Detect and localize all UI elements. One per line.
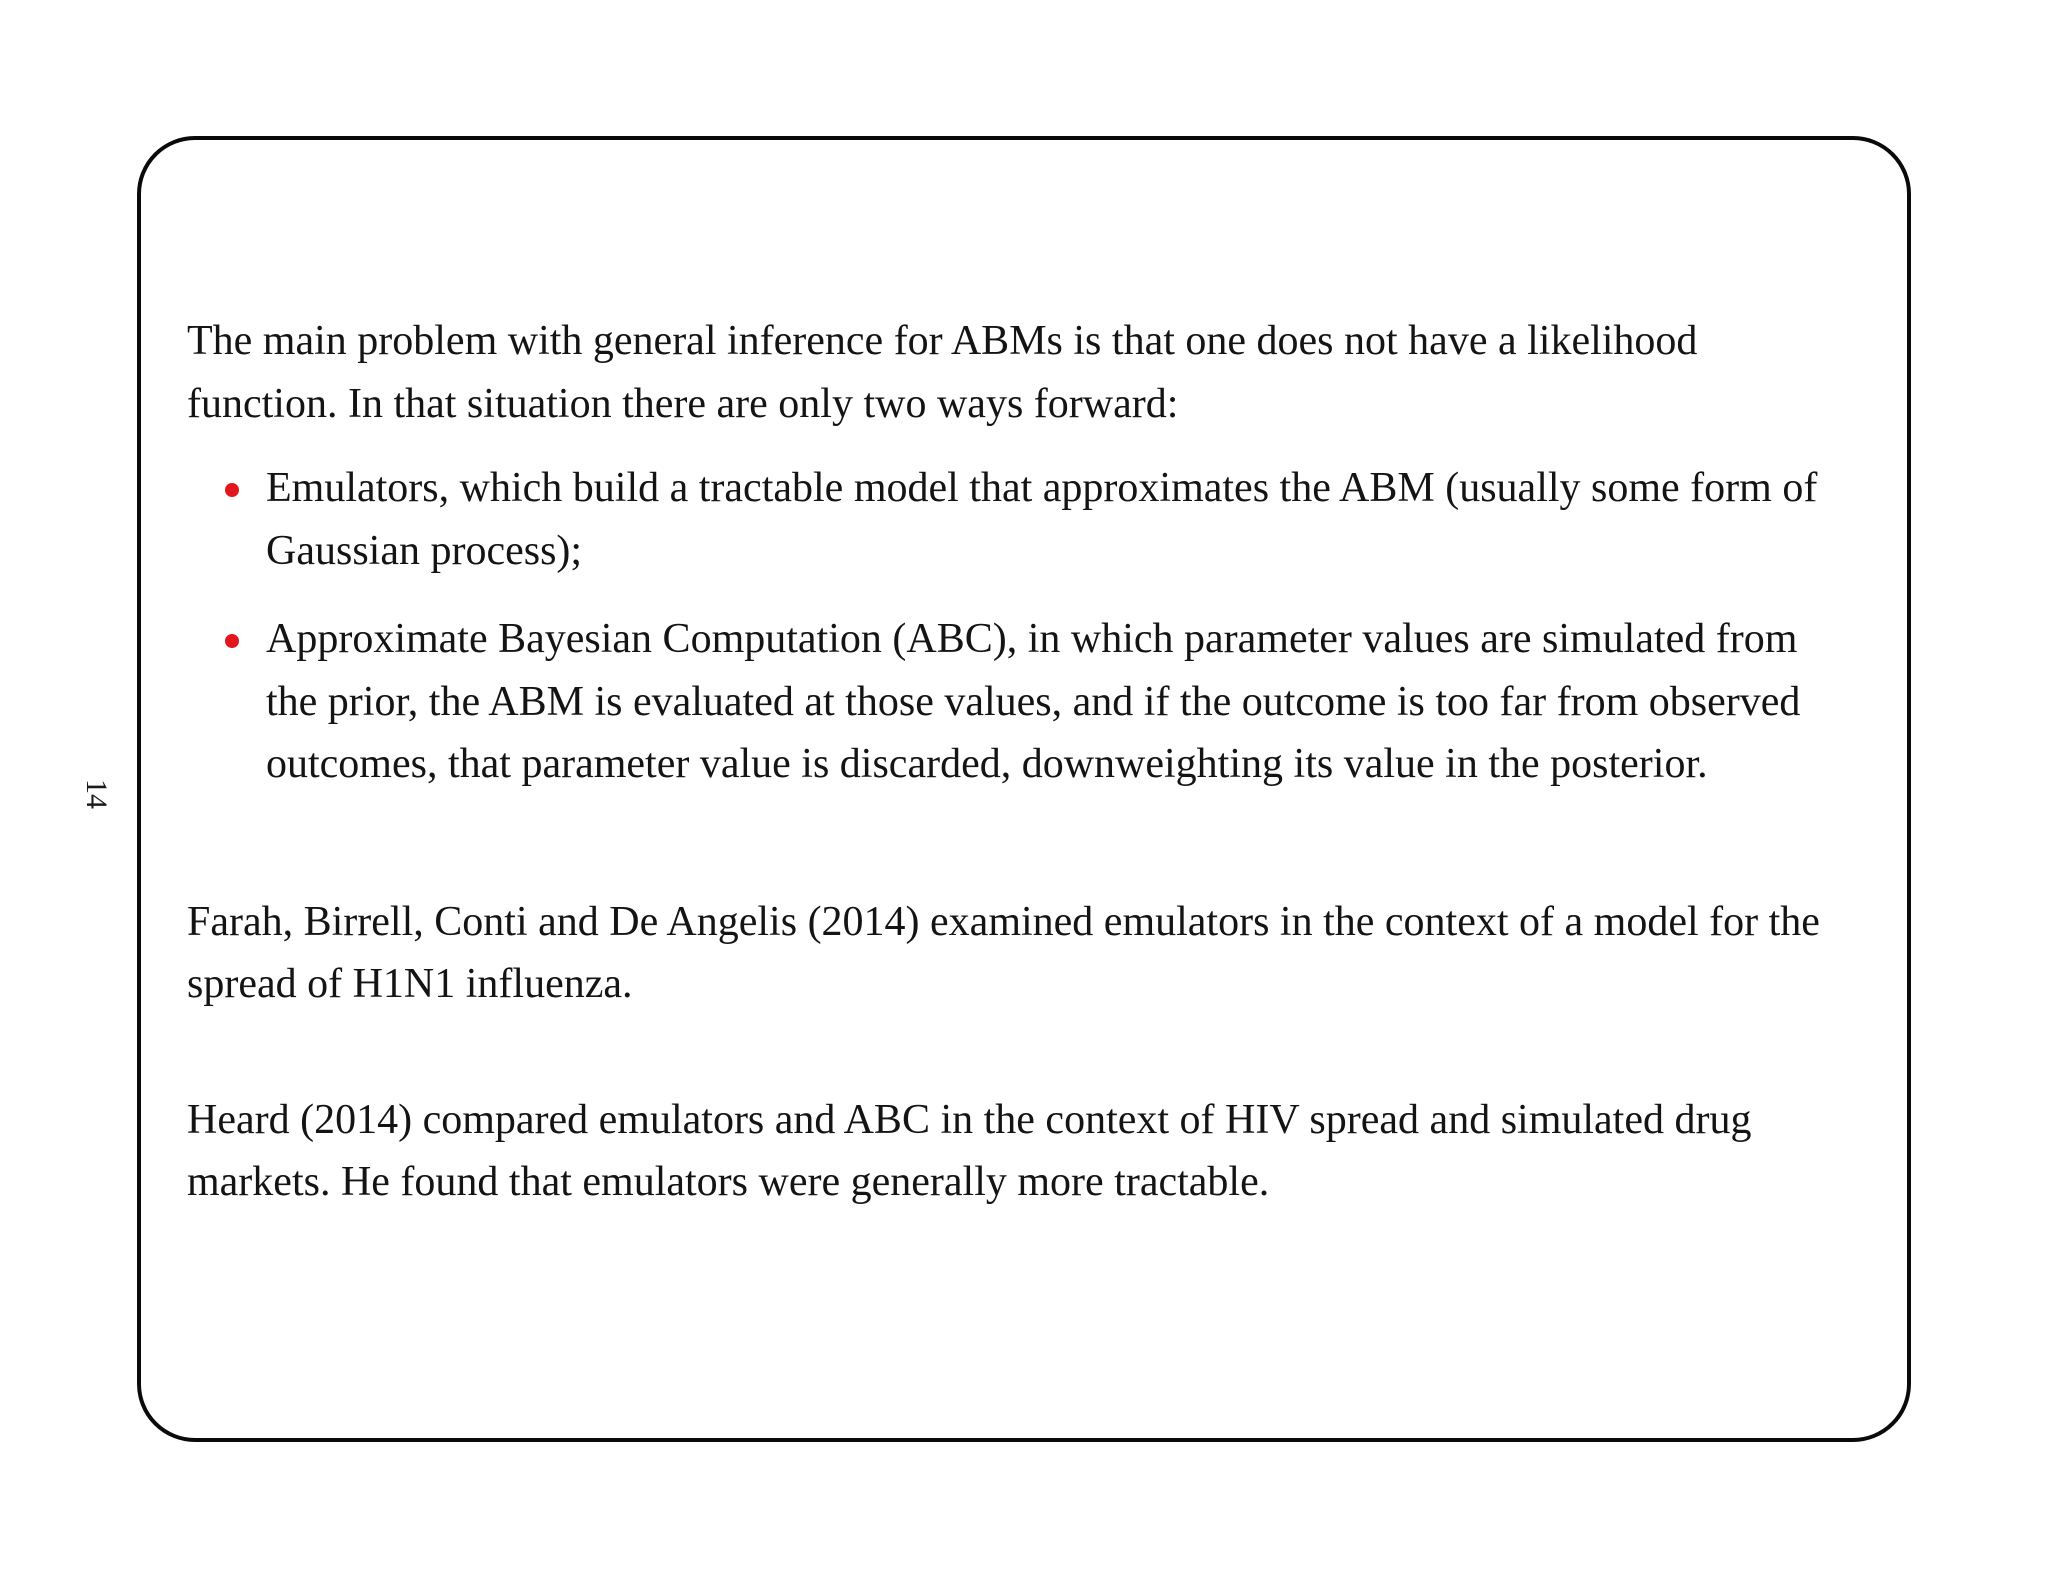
- heard-paragraph: Heard (2014) compared emulators and ABC in the context of HIV spread and simulated drug markets. He found that emulators were generally more tractable.: [187, 1096, 1752, 1205]
- bullet-text: Emulators, which build a tractable model that approximates the ABM (usually some form of Gaussian process);: [266, 465, 1818, 574]
- farah-paragraph: Farah, Birrell, Conti and De Angelis (2014) examined emulators in the context of a model for the spread of H1N1 influenza.: [187, 898, 1820, 1007]
- bullet-text: Approximate Bayesian Computation (ABC), in which parameter values are simulated from the prior, the ABM is evaluated at those values, and if the outcome is too far from observed outcomes, that parameter value is discarded, downweighting its value in the posterior.: [266, 616, 1801, 787]
- bullet-item-emulators: [187, 457, 1847, 582]
- bullet-item-abc: [187, 608, 1847, 796]
- page-number: 14: [80, 779, 113, 809]
- intro-paragraph: The main problem with general inference for ABMs is that one does not have a likelihood function. In that situation there are only two ways forward:: [187, 318, 1698, 427]
- bullet-dot-icon: [225, 634, 239, 648]
- bullet-list: [187, 457, 1847, 796]
- bullet-dot-icon: [225, 483, 239, 497]
- slide-content: [187, 310, 1847, 1214]
